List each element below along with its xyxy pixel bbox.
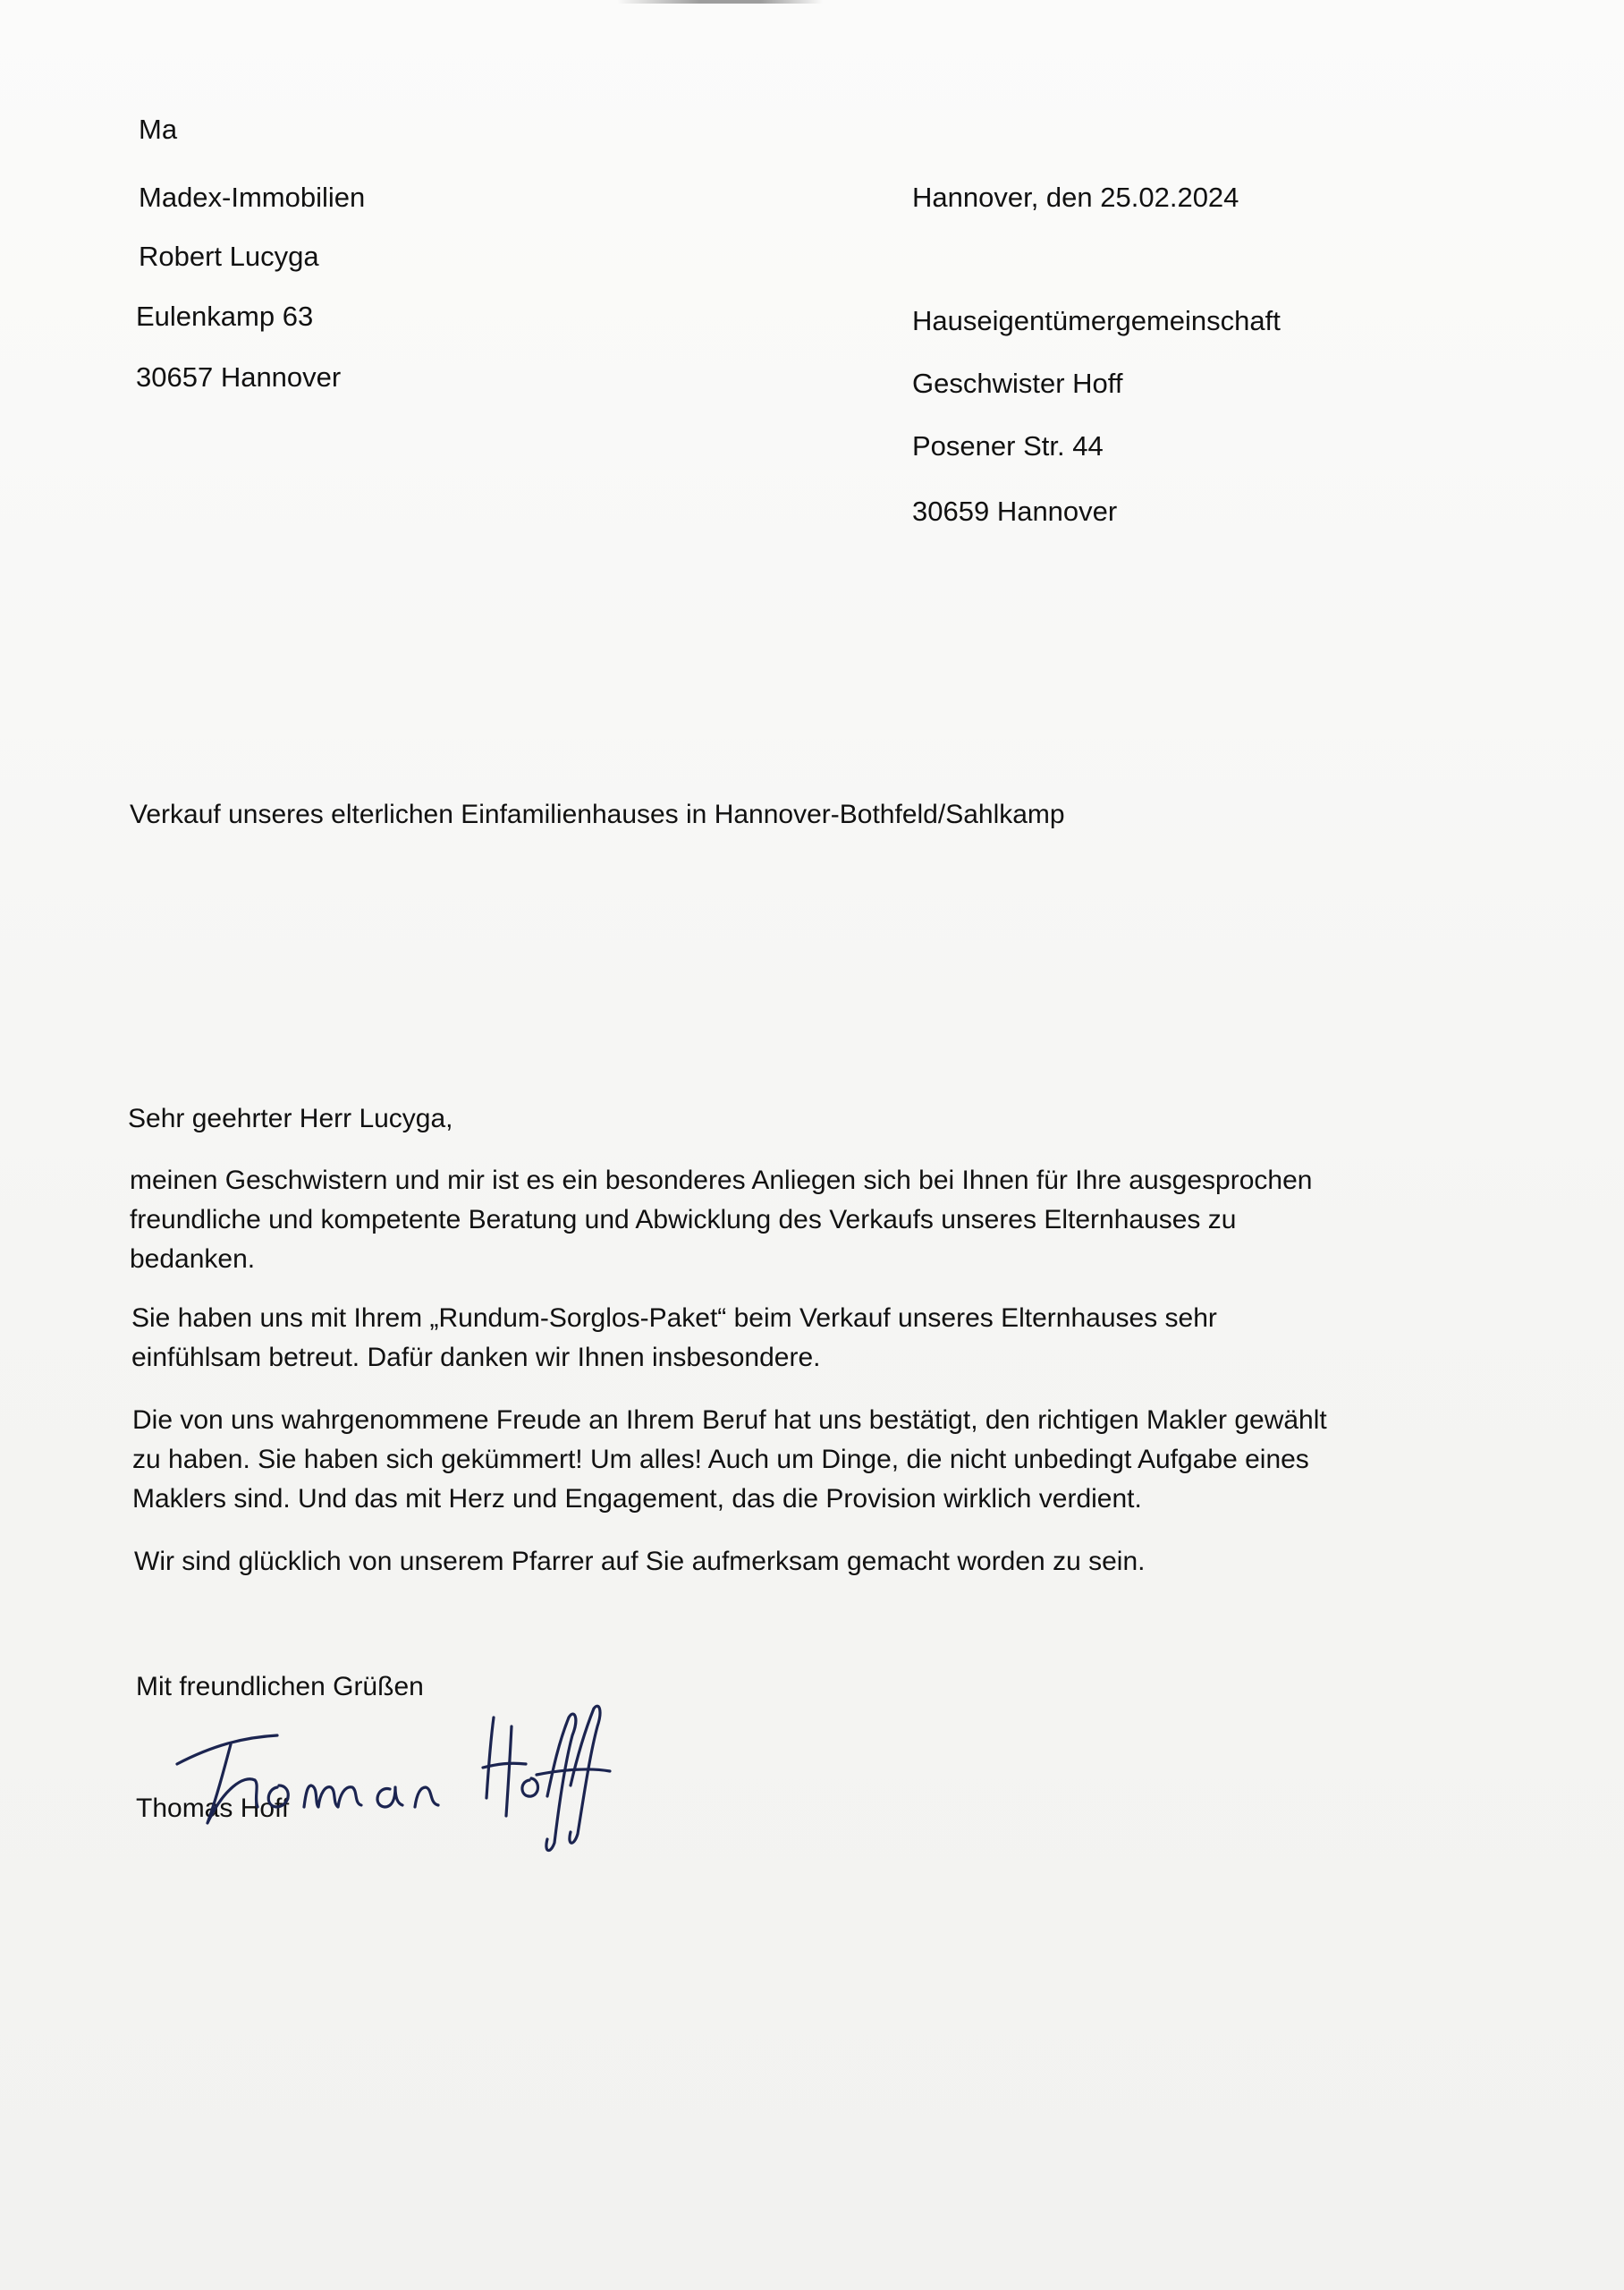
closing-phrase: Mit freundlichen Grüßen — [136, 1672, 424, 1701]
recipient-city: 30659 Hannover — [912, 496, 1118, 527]
scan-edge-mark — [617, 0, 823, 4]
paragraph-line: bedanken. — [130, 1244, 256, 1274]
paragraph-line: freundliche und kompetente Beratung und Abwicklung des Verkaufs unseres Elternhauses zu — [130, 1205, 1237, 1234]
recipient-name: Geschwister Hoff — [912, 368, 1123, 399]
sender-label: Ma — [139, 114, 178, 145]
paragraph-line: einfühlsam betreut. Dafür danken wir Ihnen insbesondere. — [131, 1343, 821, 1372]
sender-city: 30657 Hannover — [136, 361, 342, 393]
handwritten-signature — [161, 1682, 662, 1861]
body-paragraph-2 — [131, 1299, 1410, 1378]
paragraph-line: Wir sind glücklich von unserem Pfarrer auf Sie aufmerksam gemacht worden zu sein. — [134, 1547, 1146, 1576]
letter-date: Hannover, den 25.02.2024 — [912, 182, 1239, 213]
recipient-org: Hauseigentümergemeinschaft — [912, 305, 1281, 336]
paragraph-line: Die von uns wahrgenommene Freude an Ihrem Beruf hat uns bestätigt, den richtigen Makler gewählt — [132, 1405, 1327, 1435]
recipient-street: Posener Str. 44 — [912, 430, 1104, 462]
paragraph-line: Maklers sind. Und das mit Herz und Engagement, das die Provision wirklich verdient. — [132, 1484, 1142, 1514]
paragraph-line: Sie haben uns mit Ihrem „Rundum-Sorglos-Paket“ beim Verkauf unseres Elternhauses sehr — [131, 1303, 1217, 1333]
paragraph-line: zu haben. Sie haben sich gekümmert! Um alles! Auch um Dinge, die nicht unbedingt Aufgabe eines — [132, 1445, 1309, 1474]
sender-street: Eulenkamp 63 — [136, 301, 314, 332]
subject-line: Verkauf unseres elterlichen Einfamilienhauses in Hannover-Bothfeld/Sahlkamp — [130, 800, 1065, 829]
paragraph-line: meinen Geschwistern und mir ist es ein besonderes Anliegen sich bei Ihnen für Ihre ausgesprochen — [130, 1166, 1313, 1195]
sender-company: Madex-Immobilien — [139, 182, 366, 213]
body-paragraph-4 — [134, 1542, 1413, 1582]
body-paragraph-3 — [132, 1401, 1411, 1519]
sender-name: Robert Lucyga — [139, 241, 319, 272]
salutation: Sehr geehrter Herr Lucyga, — [128, 1104, 453, 1133]
body-paragraph-1 — [130, 1161, 1408, 1279]
signer-name: Thomas Hoff — [136, 1794, 290, 1823]
